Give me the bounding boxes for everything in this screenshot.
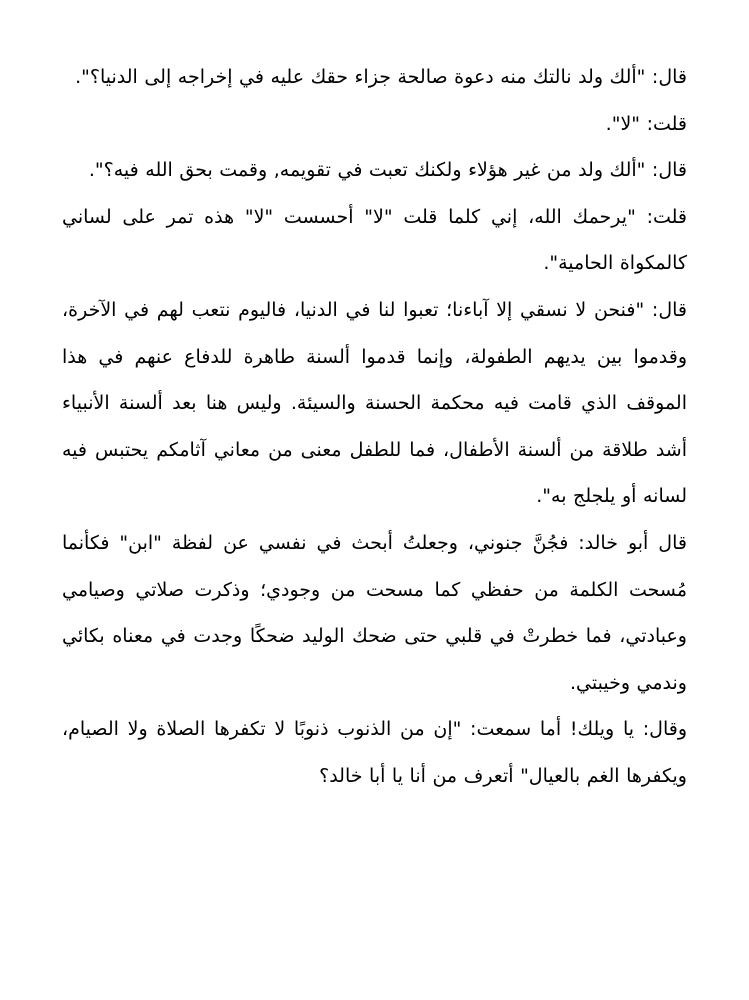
paragraph-3: قال: "ألك ولد من غير هؤلاء ولكنك تعبت في تقويمه, وقمت بحق الله فيه؟". — [88, 159, 687, 182]
document-page — [62, 54, 687, 800]
paragraph-6: قال أبو خالد: فجُنَّ جنوني، وجعلتُ أبحث في نفسي عن لفظة "ابن" فكأنما مُسحت الكلمة من حفظي كما مسحت من وجودي؛ وذكرت صلاتي وصيامي وعبادتي، فما خطرتْ في قلبي حتى ضحك الوليد ضحكًا وجدت في معناه بكائي وندمي وخيبتي. — [62, 531, 687, 694]
paragraph-5: قال: "فنحن لا نسقي إلا آباءنا؛ تعبوا لنا في الدنيا، فاليوم نتعب لهم في الآخرة، وقدموا بين يديهم الطفولة، وإنما قدموا ألسنة طاهرة للدفاع عنهم في هذا الموقف الذي قامت فيه محكمة الحسنة والسيئة. وليس هنا بعد ألسنة الأنبياء أشد طلاقة من ألسنة الأطفال، فما للطفل معنى من معاني آثامكم يحتبس فيه لسانه أو يلجلج به". — [62, 298, 687, 508]
paragraph-2: قلت: "لا". — [605, 112, 687, 135]
paragraph-4: قلت: "يرحمك الله، إني كلما قلت "لا" أحسست "لا" هذه تمر على لساني كالمكواة الحامية". — [62, 205, 687, 275]
paragraph-1: قال: "ألك ولد نالتك منه دعوة صالحة جزاء حقك عليه في إخراجه إلى الدنيا؟". — [75, 66, 687, 88]
paragraph-7: وقال: يا ويلك! أما سمعت: "إن من الذنوب ذنوبًا لا تكفرها الصلاة ولا الصيام، ويكفرها الغم بالعيال" أتعرف من أنا يا أبا خالد؟ — [62, 718, 687, 787]
